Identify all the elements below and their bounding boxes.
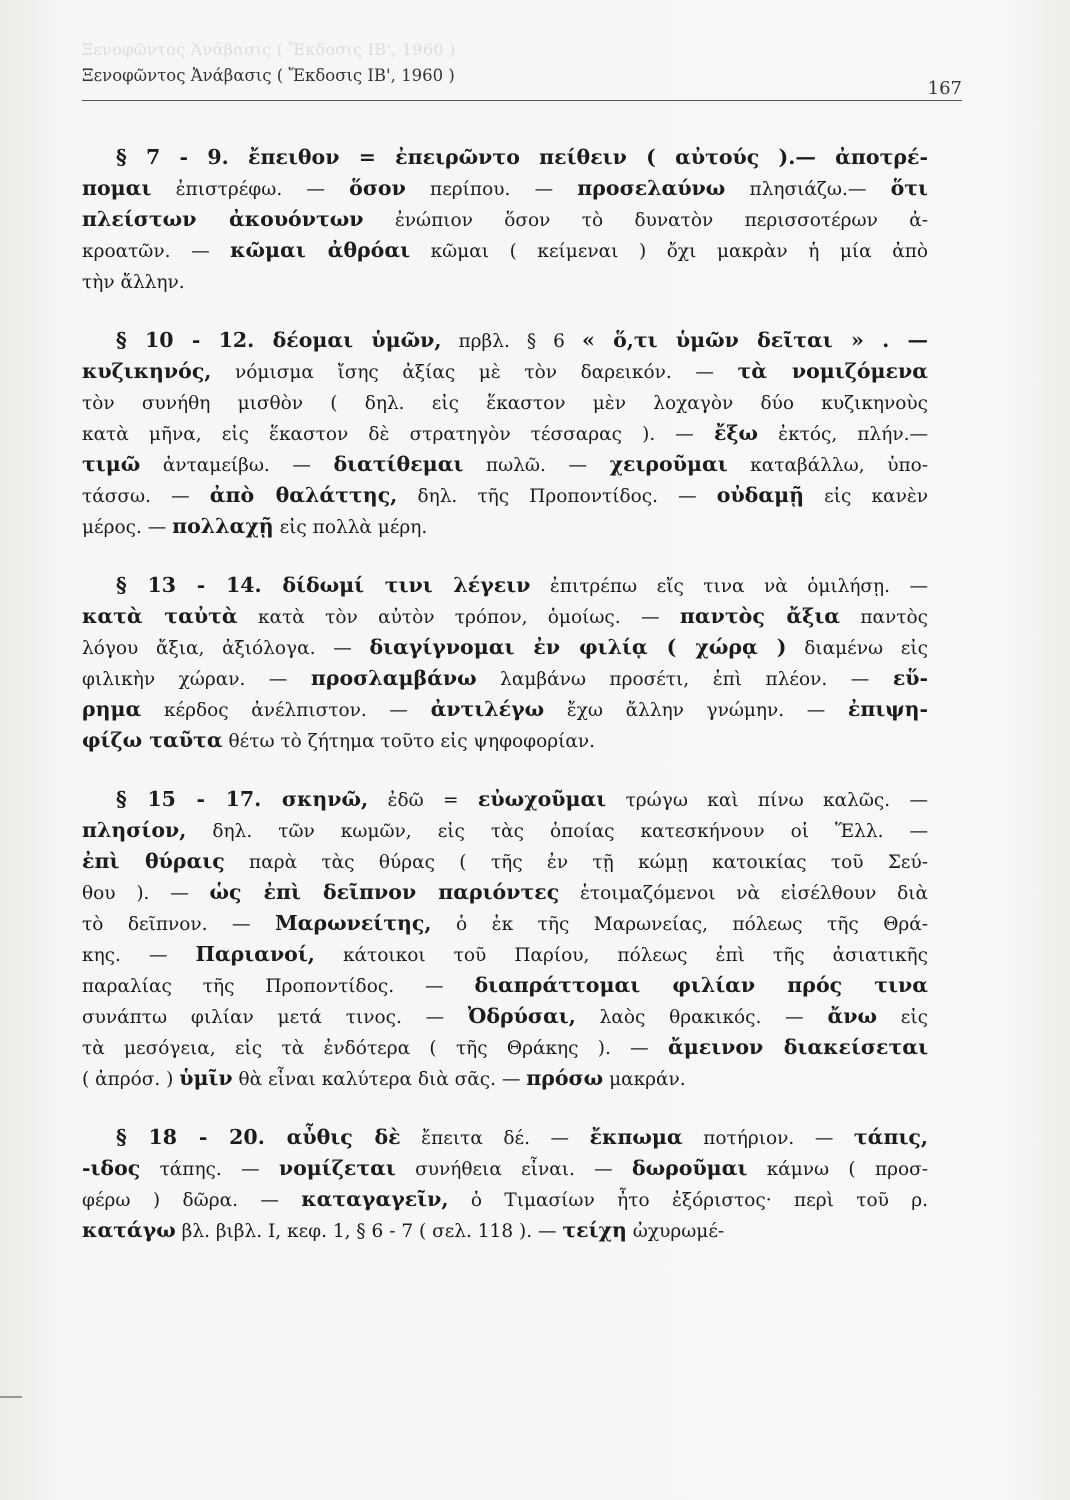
text-line (82, 1184, 928, 1215)
lemma-text: § 10 - 12. δέομαι ὑμῶν, (116, 328, 442, 352)
lemma-text: ἐπὶ θύραις (82, 849, 225, 873)
lemma-text: ρημα (82, 697, 142, 721)
gloss-text: μακράν. (603, 1069, 686, 1090)
gloss-text: κατὰ μῆνα, εἰς ἕκαστον δὲ στρατηγὸν τέσσαρας ). — (82, 424, 714, 445)
gloss-text: θὰ εἶναι καλύτερα διὰ σᾶς. — (232, 1069, 527, 1090)
lemma-text: § 13 - 14. δίδωμί τινι λέγειν (116, 573, 531, 597)
commentary-body (82, 142, 928, 1274)
text-line (82, 694, 928, 725)
gloss-text: κάμνω ( προσ- (747, 1159, 928, 1180)
lemma-text: εὕ- (892, 666, 928, 690)
gloss-text: μέρος. — (82, 517, 173, 538)
text-line (82, 1032, 928, 1063)
gloss-text: ὁ ἐκ τῆς Μαρωνείας, πόλεως τῆς Θρά- (431, 914, 928, 935)
gloss-text: λαμβάνω προσέτι, ἐπὶ πλέον. — (476, 669, 893, 690)
text-line (82, 1001, 928, 1032)
lemma-text: τάπις, (853, 1125, 928, 1149)
text-line (82, 632, 928, 663)
gloss-text: ἀνταμείβω. — (140, 455, 334, 476)
lemma-text: τὰ νομιζόμενα (737, 359, 928, 383)
lemma-text: ὡς ἐπὶ δεῖπνον παριόντες (209, 880, 560, 904)
lemma-text: χειροῦμαι (609, 452, 728, 476)
gloss-text: λαὸς θρακικός. — (575, 1007, 828, 1028)
text-line (82, 266, 928, 297)
lemma-text: δωροῦμαι (631, 1156, 748, 1180)
text-line (82, 846, 928, 877)
text-line (82, 204, 928, 235)
lemma-text: διατίθεμαι (333, 452, 464, 476)
gloss-text: πρβλ. § 6 (441, 331, 582, 352)
gloss-text: εἰς (877, 1007, 928, 1028)
gloss-text: τάσσω. — (82, 486, 210, 507)
gloss-text: ἔπειτα δέ. — (400, 1128, 590, 1149)
gloss-text: δηλ. τῶν κωμῶν, εἰς τὰς ὁποίας κατεσκήνουν οἱ Ἕλλ. — (186, 821, 928, 842)
gloss-text: συνάπτω φιλίαν μετά τινος. — (82, 1007, 468, 1028)
section-paragraph (82, 570, 928, 756)
lemma-text: πολλαχῇ (172, 514, 274, 538)
gloss-text: συνήθεια εἶναι. — (395, 1159, 632, 1180)
lemma-text: Ὀδρύσαι, (467, 1004, 576, 1028)
lemma-text: διαγίγνομαι ἐν φιλίᾳ ( χώρᾳ ) (369, 635, 787, 659)
text-line (82, 325, 928, 356)
lemma-text: παντὸς ἄξια (679, 604, 841, 628)
gloss-text: κροατῶν. — (82, 241, 231, 262)
lemma-text: § 15 - 17. σκηνῶ, (116, 787, 369, 811)
gloss-text: φέρω ) δῶρα. — (82, 1190, 302, 1211)
gloss-text: θέτω τὸ ζήτημα τοῦτο εἰς ψηφοφορίαν. (222, 731, 595, 752)
text-line (82, 449, 928, 480)
text-line (82, 418, 928, 449)
gloss-text: καταβάλλω, ὑπο- (727, 455, 928, 476)
text-line (82, 570, 928, 601)
gloss-text: παραλίας τῆς Προποντίδος. — (82, 976, 475, 997)
margin-mark (0, 1396, 22, 1398)
lemma-text: « ὅ,τι ὑμῶν δεῖται » . — (581, 328, 928, 352)
gloss-text: τάπης. — (140, 1159, 279, 1180)
lemma-text: φίζω ταῦτα (82, 728, 223, 752)
gloss-text: δηλ. τῆς Προποντίδος. — (397, 486, 717, 507)
gloss-text: κῶμαι ( κείμεναι ) ὄχι μακρὰν ἡ μία ἀπὸ (410, 241, 928, 262)
lemma-text: κῶμαι ἀθρόαι (230, 238, 411, 262)
lemma-text: νομίζεται (278, 1156, 396, 1180)
gloss-text: ὠχυρωμέ- (626, 1221, 725, 1242)
lemma-text: ἀπὸ θαλάττης, (209, 483, 398, 507)
lemma-text: πλείστων ἀκουόντων (82, 207, 364, 231)
gloss-text: εἰς πολλὰ μέρη. (273, 517, 428, 538)
gloss-text: ἑτοιμαζόμενοι νὰ εἰσέλθουν διὰ (559, 883, 928, 904)
lemma-text: § 7 - 9. ἔπειθον = ἐπειρῶντο πείθειν ( αὐτούς ).— ἀποτρέ- (116, 145, 928, 169)
lemma-text: ἔξω (713, 421, 759, 445)
gloss-text: κέρδος ἀνέλπιστον. — (141, 700, 431, 721)
gloss-text: ἐδῶ = (368, 790, 478, 811)
gloss-text: κης. — (82, 945, 196, 966)
gloss-text: ἐνώπιον ὅσον τὸ δυνατὸν περισσοτέρων ἀ- (363, 210, 928, 231)
gloss-text: κάτοικοι τοῦ Παρίου, πόλεως ἐπὶ τῆς ἀσιατικῆς (314, 945, 928, 966)
text-line (82, 601, 928, 632)
gloss-text: παρὰ τὰς θύρας ( τῆς ἐν τῇ κώμῃ κατοικίας τοῦ Σεύ- (224, 852, 928, 873)
bleed-through-header: Ξενοφῶντος Ἀνάβασις ( Ἔκδοσις ΙΒ', 1960 ) (82, 40, 456, 59)
gloss-text: πωλῶ. — (463, 455, 610, 476)
text-line (82, 1063, 928, 1094)
text-line (82, 908, 928, 939)
text-line (82, 1122, 928, 1153)
lemma-text: προσλαμβάνω (310, 666, 477, 690)
lemma-text: πρόσω (526, 1066, 604, 1090)
text-line (82, 356, 928, 387)
section-paragraph (82, 142, 928, 297)
gloss-text: ἐπιστρέφω. — (151, 179, 350, 200)
gloss-text: ποτήριον. — (682, 1128, 854, 1149)
lemma-text: ἄνω (827, 1004, 877, 1028)
text-line (82, 725, 928, 756)
text-line (82, 815, 928, 846)
section-paragraph (82, 784, 928, 1094)
text-line (82, 784, 928, 815)
lemma-text: ἄμεινον διακείσεται (667, 1035, 928, 1059)
text-line (82, 970, 928, 1001)
gloss-text: λόγου ἄξια, ἀξιόλογα. — (82, 638, 370, 659)
lemma-text: ὑμῖν (179, 1066, 233, 1090)
text-line (82, 480, 928, 511)
lemma-text: ὅσον (349, 176, 406, 200)
text-line (82, 939, 928, 970)
running-title: Ξενοφῶντος Ἀνάβασις ( Ἔκδοσις ΙΒ', 1960 ) (82, 66, 455, 85)
lemma-text: § 18 - 20. αὖθις δὲ (116, 1125, 401, 1149)
lemma-text: κατάγω (82, 1218, 176, 1242)
gloss-text: νόμισμα ἴσης ἀξίας μὲ τὸν δαρεικόν. — (211, 362, 738, 383)
text-line (82, 235, 928, 266)
lemma-text: Μαρωνείτης, (274, 911, 432, 935)
gloss-text: τὸ δεῖπνον. — (82, 914, 275, 935)
lemma-text: ἀντιλέγω (430, 697, 545, 721)
gloss-text: ἐπιτρέπω εἴς τινα νὰ ὁμιλήσῃ. — (530, 576, 928, 597)
lemma-text: -ιδος (82, 1156, 141, 1180)
lemma-text: πομαι (82, 176, 152, 200)
gloss-text: ( ἀπρόσ. ) (82, 1069, 180, 1090)
gloss-text: ἐκτός, πλήν.— (758, 424, 928, 445)
gloss-text: θου ). — (82, 883, 210, 904)
lemma-text: ἐπιψη- (847, 697, 928, 721)
page-header (82, 66, 962, 101)
gloss-text: διαμένω εἰς (786, 638, 928, 659)
text-line (82, 1215, 928, 1246)
text-line (82, 663, 928, 694)
lemma-text: Παριανοί, (195, 942, 315, 966)
gloss-text: πλησιάζω.— (725, 179, 891, 200)
text-line (82, 173, 928, 204)
lemma-text: ὅτι (890, 176, 928, 200)
page-number: 167 (927, 78, 962, 99)
gloss-text: φιλικὴν χώραν. — (82, 669, 311, 690)
lemma-text: καταγαγεῖν, (301, 1187, 449, 1211)
lemma-text: κατὰ ταὐτὰ (82, 604, 238, 628)
gloss-text: κατὰ τὸν αὐτὸν τρόπον, ὁμοίως. — (237, 607, 680, 628)
gloss-text: τρώγω καὶ πίνω καλῶς. — (606, 790, 928, 811)
gloss-text: τὴν ἄλλην. (82, 272, 185, 293)
section-paragraph (82, 325, 928, 542)
gloss-text: ὁ Τιμασίων ἦτο ἐξόριστος· περὶ τοῦ ρ. (448, 1190, 928, 1211)
lemma-text: προσελαύνω (577, 176, 726, 200)
lemma-text: διαπράττομαι φιλίαν πρός τινα (474, 973, 928, 997)
gloss-text: ἔχω ἄλλην γνώμην. — (544, 700, 848, 721)
lemma-text: πλησίον, (82, 818, 187, 842)
gloss-text: παντὸς (840, 607, 928, 628)
section-paragraph (82, 1122, 928, 1246)
gloss-text: βλ. βιβλ. Ι, κεφ. 1, § 6 - 7 ( σελ. 118 ). — (175, 1221, 563, 1242)
text-line (82, 1153, 928, 1184)
lemma-text: οὐδαμῇ (716, 483, 805, 507)
text-line (82, 142, 928, 173)
text-line (82, 387, 928, 418)
lemma-text: τιμῶ (82, 452, 141, 476)
gloss-text: εἰς κανὲν (804, 486, 928, 507)
text-line (82, 511, 928, 542)
gloss-text: περίπου. — (405, 179, 578, 200)
lemma-text: κυζικηνός, (82, 359, 212, 383)
gloss-text: τὸν συνήθη μισθὸν ( δηλ. εἰς ἕκαστον μὲν λοχαγὸν δύο κυζικηνοὺς (82, 393, 928, 414)
lemma-text: ἔκπωμα (589, 1125, 683, 1149)
gloss-text: τὰ μεσόγεια, εἰς τὰ ἐνδότερα ( τῆς Θράκης ). — (82, 1038, 668, 1059)
text-line (82, 877, 928, 908)
lemma-text: τείχη (562, 1218, 627, 1242)
lemma-text: εὐωχοῦμαι (477, 787, 607, 811)
